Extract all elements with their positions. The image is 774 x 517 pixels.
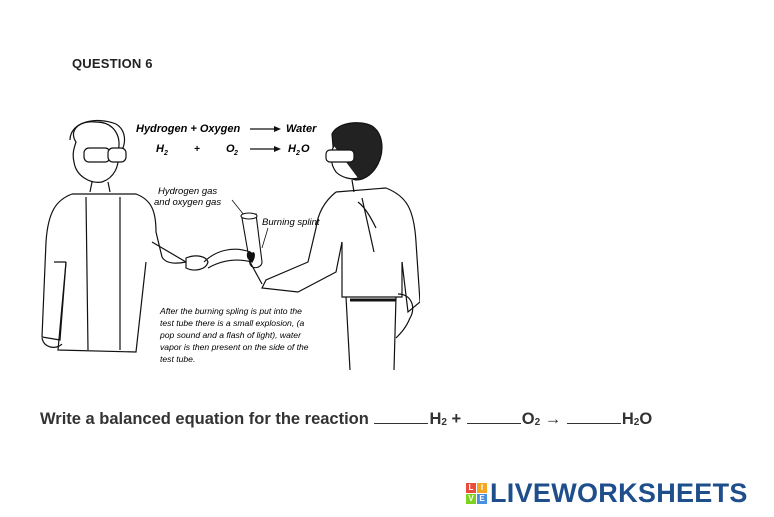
question-title: QUESTION 6 [72,56,153,71]
prompt-text: Write a balanced equation for the reaction [40,410,369,428]
blank-h2-coefficient[interactable] [374,411,428,424]
caption-line-4: vapor is then present on the side of the [160,342,309,352]
formula-h2o-o: O [301,143,310,155]
term-o2-sub: 2 [534,417,541,428]
formula-h2: H [156,143,164,155]
equation-prompt [40,410,652,429]
equation-words-left: Hydrogen + Oxygen [136,123,241,135]
experiment-illustration [36,112,420,370]
formula-o2: O [226,143,235,155]
logo-mark-v: V [466,494,476,504]
formula-h2o-sub: 2 [296,150,300,157]
caption-line-2: test tube there is a small explosion, (a [160,318,305,328]
formula-h2o-h: H [288,143,296,155]
formula-plus: + [194,144,200,155]
term-h2o-h: H [621,410,634,428]
illustration-svg [36,112,420,370]
blank-o2-coefficient[interactable] [467,411,521,424]
term-h2: H [429,410,442,428]
caption-line-5: test tube. [160,354,196,364]
term-h2o-o: O [639,410,653,428]
caption-line-1: After the burning spling is put into the [160,306,302,316]
label-splint: Burning splint [262,217,320,228]
caption-line-3: pop sound and a flash of light), water [160,330,301,340]
logo-text: LIVEWORKSHEETS [490,477,748,508]
yield-arrow: → [544,410,562,428]
term-o2: O [521,410,535,428]
blank-h2o-coefficient[interactable] [567,411,621,424]
formula-h2-sub: 2 [164,150,168,157]
equation-words-right: Water [286,123,317,135]
label-gas-2: and oxygen gas [154,197,222,208]
formula-o2-sub: 2 [234,150,238,157]
plus-sign: + [451,410,462,428]
logo-mark-l: L [466,483,476,493]
logo-mark-i: I [477,483,487,493]
liveworksheets-logo[interactable] [466,478,748,508]
term-h2-sub: 2 [441,417,447,428]
logo-mark-e: E [477,494,487,504]
logo-mark-icon [466,483,487,504]
label-gas-1: Hydrogen gas [158,186,218,197]
term-h2o-sub: 2 [633,417,640,428]
